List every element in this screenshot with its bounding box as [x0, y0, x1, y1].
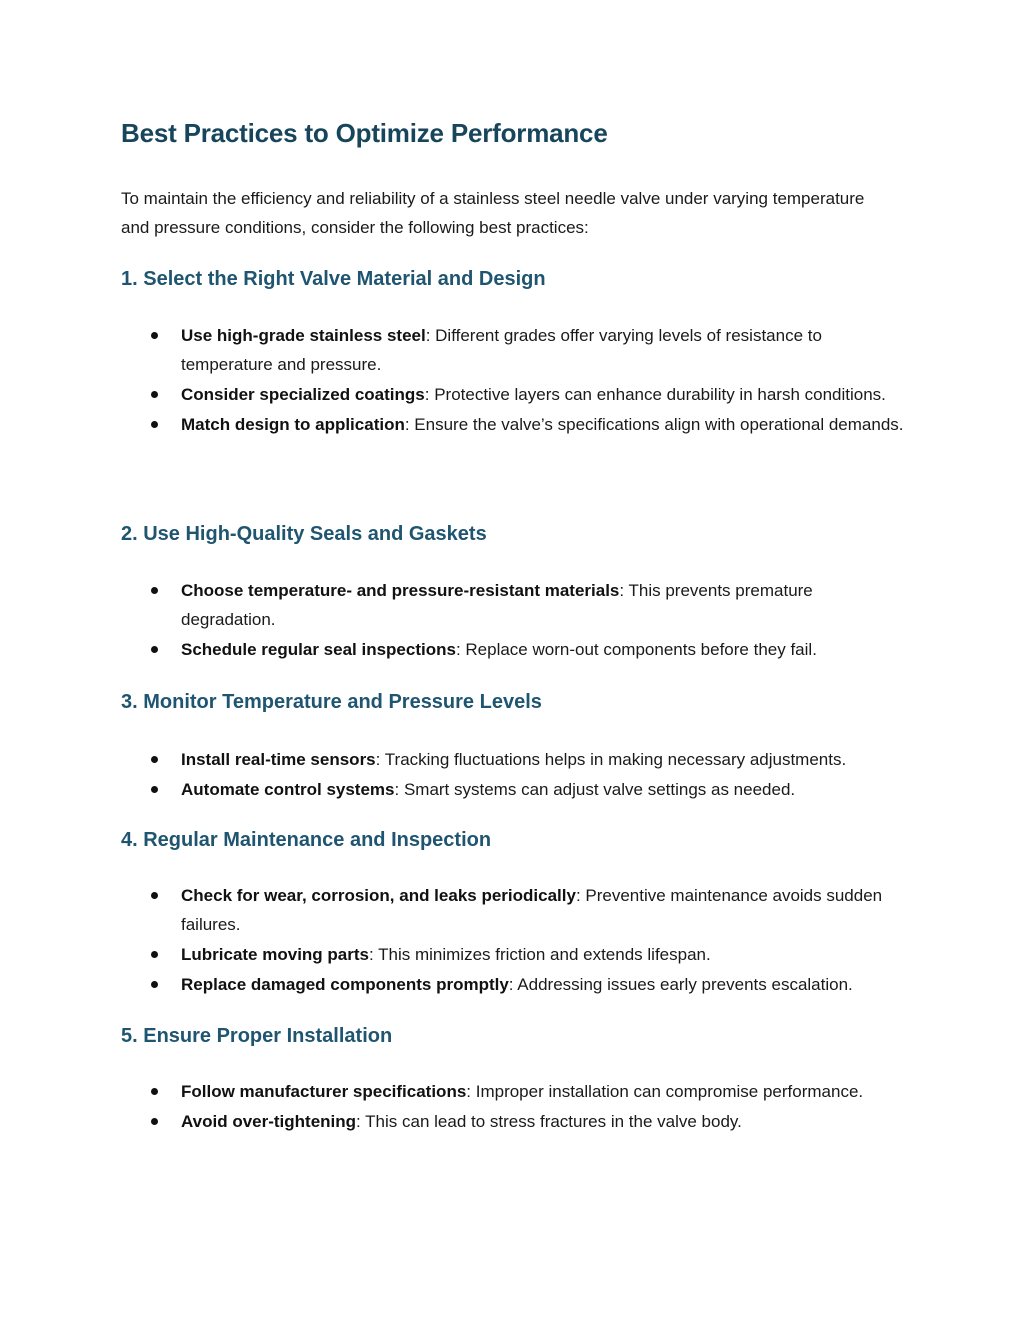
bullet-text: : Addressing issues early prevents escalation.	[508, 975, 853, 994]
section-heading-monitoring: 3. Monitor Temperature and Pressure Levels	[121, 691, 542, 713]
bullet-icon	[151, 332, 158, 339]
bullet-text: : Ensure the valve’s specifications align with operational demands.	[404, 415, 904, 434]
list-item	[121, 745, 911, 774]
bullet-term: Use high-grade stainless steel	[181, 326, 426, 345]
bullet-list-monitoring	[121, 745, 911, 805]
bullet-term: Follow manufacturer specifications	[181, 1082, 467, 1101]
bullet-icon	[151, 587, 158, 594]
list-item	[121, 940, 911, 969]
bullet-text: : This prevents premature degradation.	[181, 581, 813, 629]
list-item	[121, 635, 911, 664]
list-item	[121, 576, 911, 634]
list-item	[121, 410, 911, 439]
bullet-text: : Tracking fluctuations helps in making necessary adjustments.	[375, 750, 847, 769]
section-heading-seals: 2. Use High-Quality Seals and Gaskets	[121, 523, 487, 545]
section-heading-material: 1. Select the Right Valve Material and Design	[121, 268, 546, 290]
bullet-term: Check for wear, corrosion, and leaks periodically	[181, 886, 576, 905]
bullet-icon	[151, 391, 158, 398]
page-title: Best Practices to Optimize Performance	[121, 118, 608, 148]
list-item	[121, 775, 911, 804]
bullet-text: : This can lead to stress fractures in the valve body.	[356, 1112, 742, 1131]
bullet-term: Replace damaged components promptly	[181, 975, 509, 994]
list-item	[121, 970, 911, 999]
bullet-list-maintenance	[121, 881, 911, 1000]
bullet-icon	[151, 981, 158, 988]
bullet-term: Match design to application	[181, 415, 405, 434]
bullet-term: Avoid over-tightening	[181, 1112, 357, 1131]
bullet-list-seals	[121, 576, 911, 665]
bullet-icon	[151, 951, 158, 958]
bullet-icon	[151, 646, 158, 653]
bullet-term: Lubricate moving parts	[181, 945, 369, 964]
bullet-icon	[151, 1088, 158, 1095]
bullet-icon	[151, 786, 158, 793]
bullet-text: : Protective layers can enhance durability in harsh conditions.	[424, 385, 886, 404]
list-item	[121, 380, 911, 409]
bullet-list-installation	[121, 1077, 911, 1137]
bullet-term: Choose temperature- and pressure-resistant materials	[181, 581, 620, 600]
list-item	[121, 321, 911, 379]
bullet-text: : Smart systems can adjust valve settings as needed.	[394, 780, 796, 799]
bullet-icon	[151, 892, 158, 899]
bullet-text: : Different grades offer varying levels of resistance to temperature and pressure.	[181, 326, 822, 374]
bullet-term: Install real-time sensors	[181, 750, 376, 769]
list-item	[121, 881, 911, 939]
bullet-term: Schedule regular seal inspections	[181, 640, 456, 659]
bullet-icon	[151, 756, 158, 763]
section-heading-installation: 5. Ensure Proper Installation	[121, 1025, 393, 1047]
bullet-text: : This minimizes friction and extends lifespan.	[368, 945, 711, 964]
bullet-text: : Improper installation can compromise performance.	[466, 1082, 864, 1101]
bullet-text: : Preventive maintenance avoids sudden failures.	[181, 886, 883, 934]
list-item	[121, 1077, 911, 1106]
bullet-term: Consider specialized coatings	[181, 385, 425, 404]
bullet-icon	[151, 421, 158, 428]
bullet-term: Automate control systems	[181, 780, 395, 799]
section-heading-maintenance: 4. Regular Maintenance and Inspection	[121, 829, 492, 851]
intro-paragraph: To maintain the efficiency and reliability of a stainless steel needle valve under varying temperature and pressure conditions, consider the following best practices:	[121, 189, 865, 237]
bullet-icon	[151, 1118, 158, 1125]
bullet-text: : Replace worn-out components before they fail.	[455, 640, 817, 659]
bullet-list-material	[121, 321, 911, 440]
list-item	[121, 1107, 911, 1136]
